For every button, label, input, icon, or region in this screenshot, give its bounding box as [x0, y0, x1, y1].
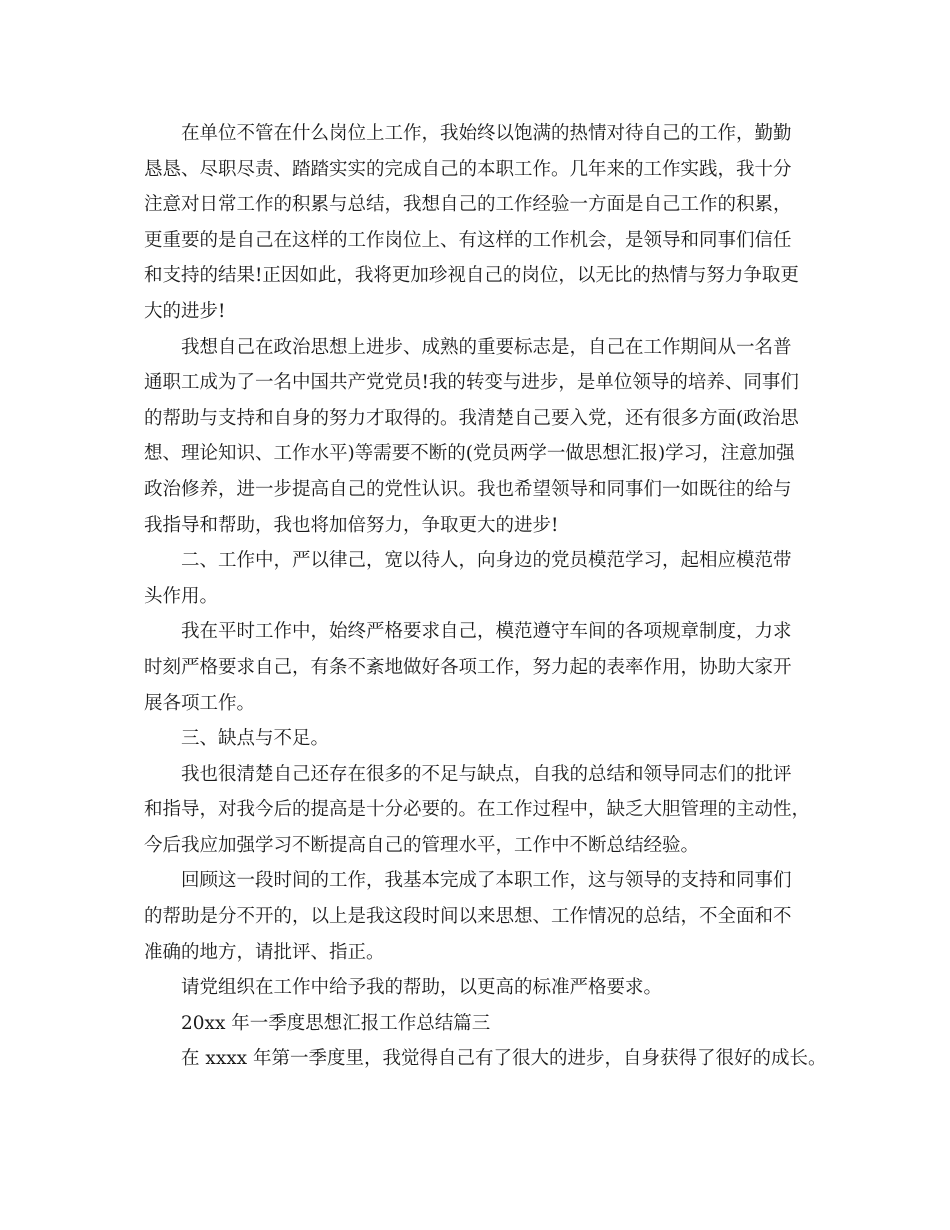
text-line: 回顾这一段时间的工作，我基本完成了本职工作，这与领导的支持和同事们	[181, 870, 792, 892]
text-line: 我指导和帮助，我也将加倍努力，争取更大的进步!	[144, 514, 559, 536]
text-line: 和指导，对我今后的提高是十分必要的。在工作过程中，缺乏大胆管理的主动性，	[144, 799, 811, 821]
text-line: 展各项工作。	[144, 692, 256, 714]
text-line: 恳恳、尽职尽责、踏踏实实的完成自己的本职工作。几年来的工作实践，我十分	[144, 158, 792, 180]
text-line: 我也很清楚自己还存在很多的不足与缺点，自我的总结和领导同志们的批评	[181, 763, 792, 785]
text-line: 在单位不管在什么岗位上工作，我始终以饱满的热情对待自己的工作，勤勤	[181, 123, 792, 144]
text-line: 政治修养，进一步提高自己的党性认识。我也希望领导和同事们一如既往的给与	[144, 478, 792, 500]
text-line: 我在平时工作中，始终严格要求自己，模范遵守车间的各项规章制度，力求	[181, 621, 792, 643]
text-line: 想、理论知识、工作水平)等需要不断的(党员两学一做思想汇报)学习，注意加强	[144, 443, 795, 465]
text-line: 通职工成为了一名中国共产党党员!我的转变与进步，是单位领导的培养、同事们	[144, 372, 799, 394]
text-line: 20xx 年一季度思想汇报工作总结篇三	[181, 1012, 491, 1034]
text-line: 我想自己在政治思想上进步、成熟的重要标志是，自己在工作期间从一名普	[181, 336, 792, 358]
text-line: 大的进步!	[144, 300, 226, 322]
text-line: 和支持的结果!正因如此，我将更加珍视自己的岗位，以无比的热情与努力争取更	[144, 265, 799, 287]
text-line: 更重要的是自己在这样的工作岗位上、有这样的工作机会，是领导和同事们信任	[144, 229, 792, 251]
text-line: 三、缺点与不足。	[181, 728, 330, 750]
text-line: 在 xxxx 年第一季度里，我觉得自己有了很大的进步，自身获得了很好的成长。	[181, 1048, 827, 1070]
document-body	[144, 116, 827, 1077]
text-line: 今后我应加强学习不断提高自己的管理水平，工作中不断总结经验。	[144, 834, 700, 856]
text-line: 注意对日常工作的积累与总结，我想自己的工作经验一方面是自己工作的积累，	[144, 194, 792, 216]
text-line: 准确的地方，请批评、指正。	[144, 941, 385, 963]
text-line: 的帮助与支持和自身的努力才取得的。我清楚自己要入党，还有很多方面(政治思	[144, 407, 799, 429]
text-line: 头作用。	[144, 585, 219, 607]
text-line: 的帮助是分不开的，以上是我这段时间以来思想、工作情况的总结，不全面和不	[144, 906, 792, 928]
text-line: 二、工作中，严以律己，宽以待人，向身边的党员模范学习，起相应模范带	[181, 550, 792, 572]
text-line: 请党组织在工作中给予我的帮助，以更高的标准严格要求。	[181, 977, 663, 999]
text-line: 时刻严格要求自己，有条不紊地做好各项工作，努力起的表率作用，协助大家开	[144, 656, 792, 678]
